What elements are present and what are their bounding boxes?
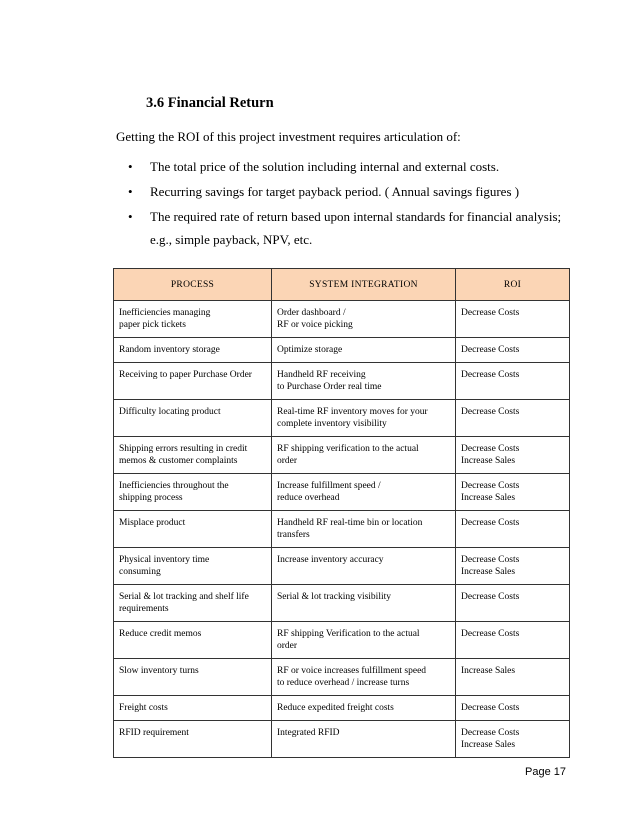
table-row — [114, 696, 570, 721]
roi-cell — [456, 400, 570, 437]
integration-cell — [272, 659, 456, 696]
table-body — [114, 301, 570, 758]
integration-cell — [272, 548, 456, 585]
integration-cell-line: RF shipping Verification to the actual — [277, 629, 420, 639]
roi-cell — [456, 548, 570, 585]
process-cell — [114, 721, 272, 758]
list-item — [116, 205, 566, 251]
integration-cell — [272, 622, 456, 659]
integration-cell — [272, 474, 456, 511]
list-item — [116, 180, 566, 203]
process-cell — [114, 622, 272, 659]
intro-paragraph: Getting the ROI of this project investment requires articulation of: — [116, 129, 461, 144]
table-row — [114, 474, 570, 511]
roi-cell — [456, 696, 570, 721]
table-header-row — [114, 269, 570, 301]
integration-cell — [272, 338, 456, 363]
roi-cell — [456, 721, 570, 758]
integration-cell-line: to reduce overhead / increase turns — [277, 678, 410, 688]
header-process: PROCESS — [114, 269, 272, 301]
roi-table — [113, 268, 570, 758]
integration-cell-line: Handheld RF real-time bin or location — [277, 518, 423, 528]
roi-cell-line: Decrease Costs — [461, 555, 520, 565]
page-number: Page 17 — [525, 766, 566, 778]
roi-cell-line: Decrease Costs — [461, 345, 520, 355]
roi-cell-line: Decrease Costs — [461, 407, 520, 417]
roi-cell — [456, 301, 570, 338]
table-row — [114, 585, 570, 622]
roi-cell — [456, 511, 570, 548]
header-system-integration: SYSTEM INTEGRATION — [272, 269, 456, 301]
bullet-icon: • — [128, 159, 133, 174]
table-row — [114, 301, 570, 338]
process-cell-line: Shipping errors resulting in credit — [119, 444, 248, 454]
process-cell-line: RFID requirement — [119, 728, 189, 738]
integration-cell-line: RF or voice increases fulfillment speed — [277, 666, 427, 676]
roi-cell — [456, 363, 570, 400]
list-item — [116, 155, 566, 178]
integration-cell-line: order — [277, 456, 298, 466]
requirements-list — [116, 155, 566, 253]
table-row — [114, 338, 570, 363]
roi-cell-line: Decrease Costs — [461, 481, 520, 491]
roi-cell — [456, 474, 570, 511]
integration-cell — [272, 363, 456, 400]
roi-cell-line: Decrease Costs — [461, 703, 520, 713]
integration-cell-line: transfers — [277, 530, 310, 540]
integration-cell-line: to Purchase Order real time — [277, 382, 382, 392]
process-cell-line: Slow inventory turns — [119, 666, 199, 676]
process-cell — [114, 437, 272, 474]
process-cell-line: Inefficiencies managing — [119, 308, 211, 318]
roi-cell — [456, 659, 570, 696]
process-cell — [114, 585, 272, 622]
process-cell-line: paper pick tickets — [119, 320, 187, 330]
roi-cell-line: Decrease Costs — [461, 370, 520, 380]
table-row — [114, 659, 570, 696]
process-cell-line: requirements — [119, 604, 169, 614]
list-item-text: The required rate of return based upon internal standards for financial analysis; e.g., simple payback, NPV, etc. — [150, 209, 562, 247]
integration-cell-line: complete inventory visibility — [277, 419, 387, 429]
process-cell-line: Freight costs — [119, 703, 168, 713]
table-row — [114, 548, 570, 585]
roi-cell-line: Decrease Costs — [461, 444, 520, 454]
integration-cell — [272, 721, 456, 758]
roi-cell-line: Decrease Costs — [461, 629, 520, 639]
list-item-text: The total price of the solution including internal and external costs. — [150, 159, 500, 174]
integration-cell-line: RF or voice picking — [277, 320, 353, 330]
process-cell-line: shipping process — [119, 493, 183, 503]
process-cell-line: Misplace product — [119, 518, 186, 528]
list-item-text: Recurring savings for target payback period. ( Annual savings figures ) — [150, 184, 520, 199]
process-cell — [114, 363, 272, 400]
integration-cell — [272, 400, 456, 437]
integration-cell-line: RF shipping verification to the actual — [277, 444, 419, 454]
bullet-icon: • — [128, 209, 133, 224]
integration-cell-line: reduce overhead — [277, 493, 340, 503]
process-cell-line: Receiving to paper Purchase Order — [119, 370, 252, 380]
process-cell — [114, 511, 272, 548]
integration-cell — [272, 511, 456, 548]
integration-cell-line: Reduce expedited freight costs — [277, 703, 394, 713]
table-row — [114, 437, 570, 474]
process-cell-line: Inefficiencies throughout the — [119, 481, 229, 491]
roi-cell — [456, 437, 570, 474]
table-row — [114, 400, 570, 437]
table-row — [114, 511, 570, 548]
integration-cell-line: Handheld RF receiving — [277, 370, 366, 380]
process-cell-line: Serial & lot tracking and shelf life — [119, 592, 249, 602]
process-cell-line: Difficulty locating product — [119, 407, 221, 417]
bullet-icon: • — [128, 184, 133, 199]
roi-cell-line: Increase Sales — [461, 456, 516, 466]
table-row — [114, 721, 570, 758]
process-cell-line: Physical inventory time — [119, 555, 210, 565]
section-heading: 3.6 Financial Return — [146, 95, 274, 111]
roi-cell — [456, 585, 570, 622]
roi-cell-line: Decrease Costs — [461, 308, 520, 318]
process-cell — [114, 400, 272, 437]
process-cell — [114, 696, 272, 721]
integration-cell-line: Optimize storage — [277, 345, 343, 355]
integration-cell-line: Increase inventory accuracy — [277, 555, 384, 565]
integration-cell — [272, 301, 456, 338]
process-cell-line: Reduce credit memos — [119, 629, 202, 639]
integration-cell-line: Real-time RF inventory moves for your — [277, 407, 428, 417]
roi-cell — [456, 338, 570, 363]
roi-cell-line: Increase Sales — [461, 567, 516, 577]
process-cell — [114, 474, 272, 511]
integration-cell-line: Serial & lot tracking visibility — [277, 592, 391, 602]
process-cell-line: consuming — [119, 567, 161, 577]
process-cell-line: memos & customer complaints — [119, 456, 238, 466]
table-row — [114, 622, 570, 659]
header-roi: ROI — [456, 269, 570, 301]
process-cell — [114, 548, 272, 585]
process-cell-line: Random inventory storage — [119, 345, 220, 355]
table-row — [114, 363, 570, 400]
process-cell — [114, 659, 272, 696]
integration-cell-line: Integrated RFID — [277, 728, 340, 738]
roi-cell-line: Decrease Costs — [461, 592, 520, 602]
integration-cell — [272, 585, 456, 622]
integration-cell — [272, 696, 456, 721]
roi-cell-line: Increase Sales — [461, 493, 516, 503]
integration-cell-line: Order dashboard / — [277, 308, 346, 318]
roi-cell-line: Decrease Costs — [461, 728, 520, 738]
process-cell — [114, 338, 272, 363]
integration-cell — [272, 437, 456, 474]
integration-cell-line: Increase fulfillment speed / — [277, 481, 381, 491]
process-cell — [114, 301, 272, 338]
roi-cell-line: Increase Sales — [461, 666, 516, 676]
roi-cell-line: Increase Sales — [461, 740, 516, 750]
roi-cell-line: Decrease Costs — [461, 518, 520, 528]
roi-cell — [456, 622, 570, 659]
integration-cell-line: order — [277, 641, 298, 651]
